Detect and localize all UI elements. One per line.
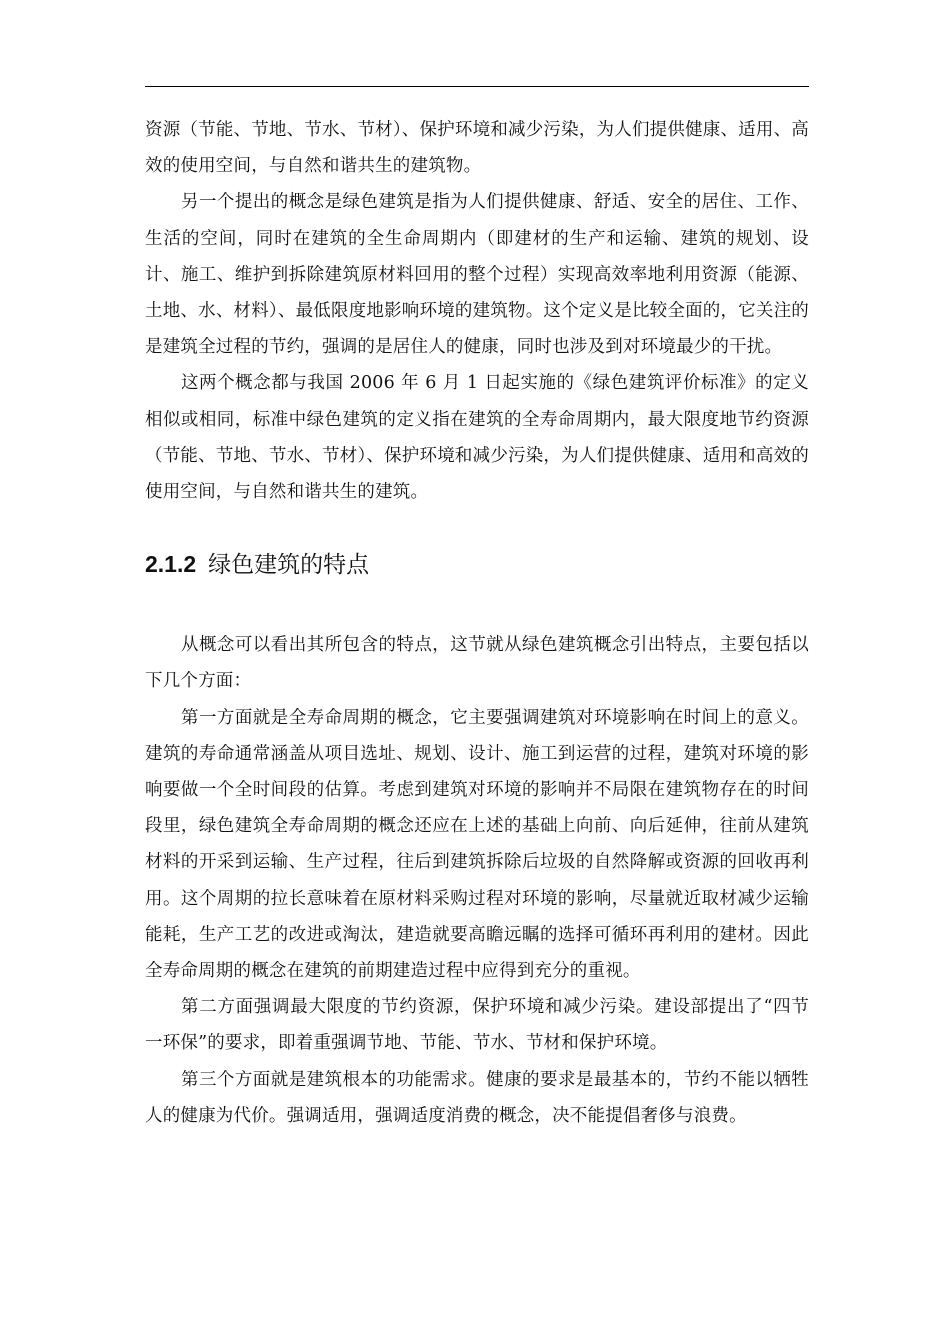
paragraph-aspect-three: 第三个方面就是建筑根本的功能需求。健康的要求是最基本的，节约不能以牺牲人的健康为代价。强调适用，强调适度消费的概念，决不能提倡奢侈与浪费。 [145,1069,809,1126]
header-rule [145,86,809,87]
paragraph-continuation: 资源（节能、节地、节水、节材）、保护环境和减少污染，为人们提供健康、适用、高效的使用空间，与自然和谐共生的建筑物。 [145,120,809,177]
paragraph-intro: 从概念可以看出其所包含的特点，这节就从绿色建筑概念引出特点，主要包括以下几个方面： [145,635,809,692]
section-number: 2.1.2 [145,551,197,578]
paragraph-aspect-one: 第一方面就是全寿命周期的概念，它主要强调建筑对环境影响在时间上的意义。建筑的寿命通常涵盖从项目选址、规划、设计、施工到运营的过程，建筑对环境的影响要做一个全时间段的估算。考虑到建筑对环境的影响并不局限在建筑物存在的时间段里，绿色建筑全寿命周期的概念还应在上述的基础上向前、向后延伸，往前从建筑材料的开采到运输、生产过程，往后到建筑拆除后垃圾的自然降解或资源的回收再利用。这个周期的拉长意味着在原材料采购过程对环境的影响，尽量就近取材减少运输能耗，生产工艺的改进或淘汰，建造就要高瞻远瞩的选择可循环再利用的建材。因此全寿命周期的概念在建筑的前期建造过程中应得到充分的重视。 [145,707,809,982]
paragraph-alternative-concept: 另一个提出的概念是绿色建筑是指为人们提供健康、舒适、安全的居住、工作、生活的空间，同时在建筑的全生命周期内（即建材的生产和运输、建筑的规划、设计、施工、维护到拆除建筑原材料回用的整个过程）实现高效率地利用资源（能源、土地、水、材料）、最低限度地影响环境的建筑物。这个定义是比较全面的，它关注的是建筑全过程的节约，强调的是居住人的健康，同时也涉及到对环境最少的干扰。 [145,192,809,358]
section-heading [145,550,809,579]
section-title: 绿色建筑的特点 [208,552,370,579]
paragraph-standard-definition: 这两个概念都与我国 2006 年 6 月 1 日起实施的《绿色建筑评价标准》的定义相似或相同，标准中绿色建筑的定义指在建筑的全寿命周期内，最大限度地节约资源（节能、节地、节水、节材）、保护环境和减少污染，为人们提供健康、适用和高效的使用空间，与自然和谐共生的建筑。 [145,373,809,503]
page-body [145,112,809,1134]
paragraph-aspect-two: 第二方面强调最大限度的节约资源，保护环境和减少污染。建设部提出了“四节一环保”的要求，即着重强调节地、节能、节水、节材和保护环境。 [145,997,809,1054]
